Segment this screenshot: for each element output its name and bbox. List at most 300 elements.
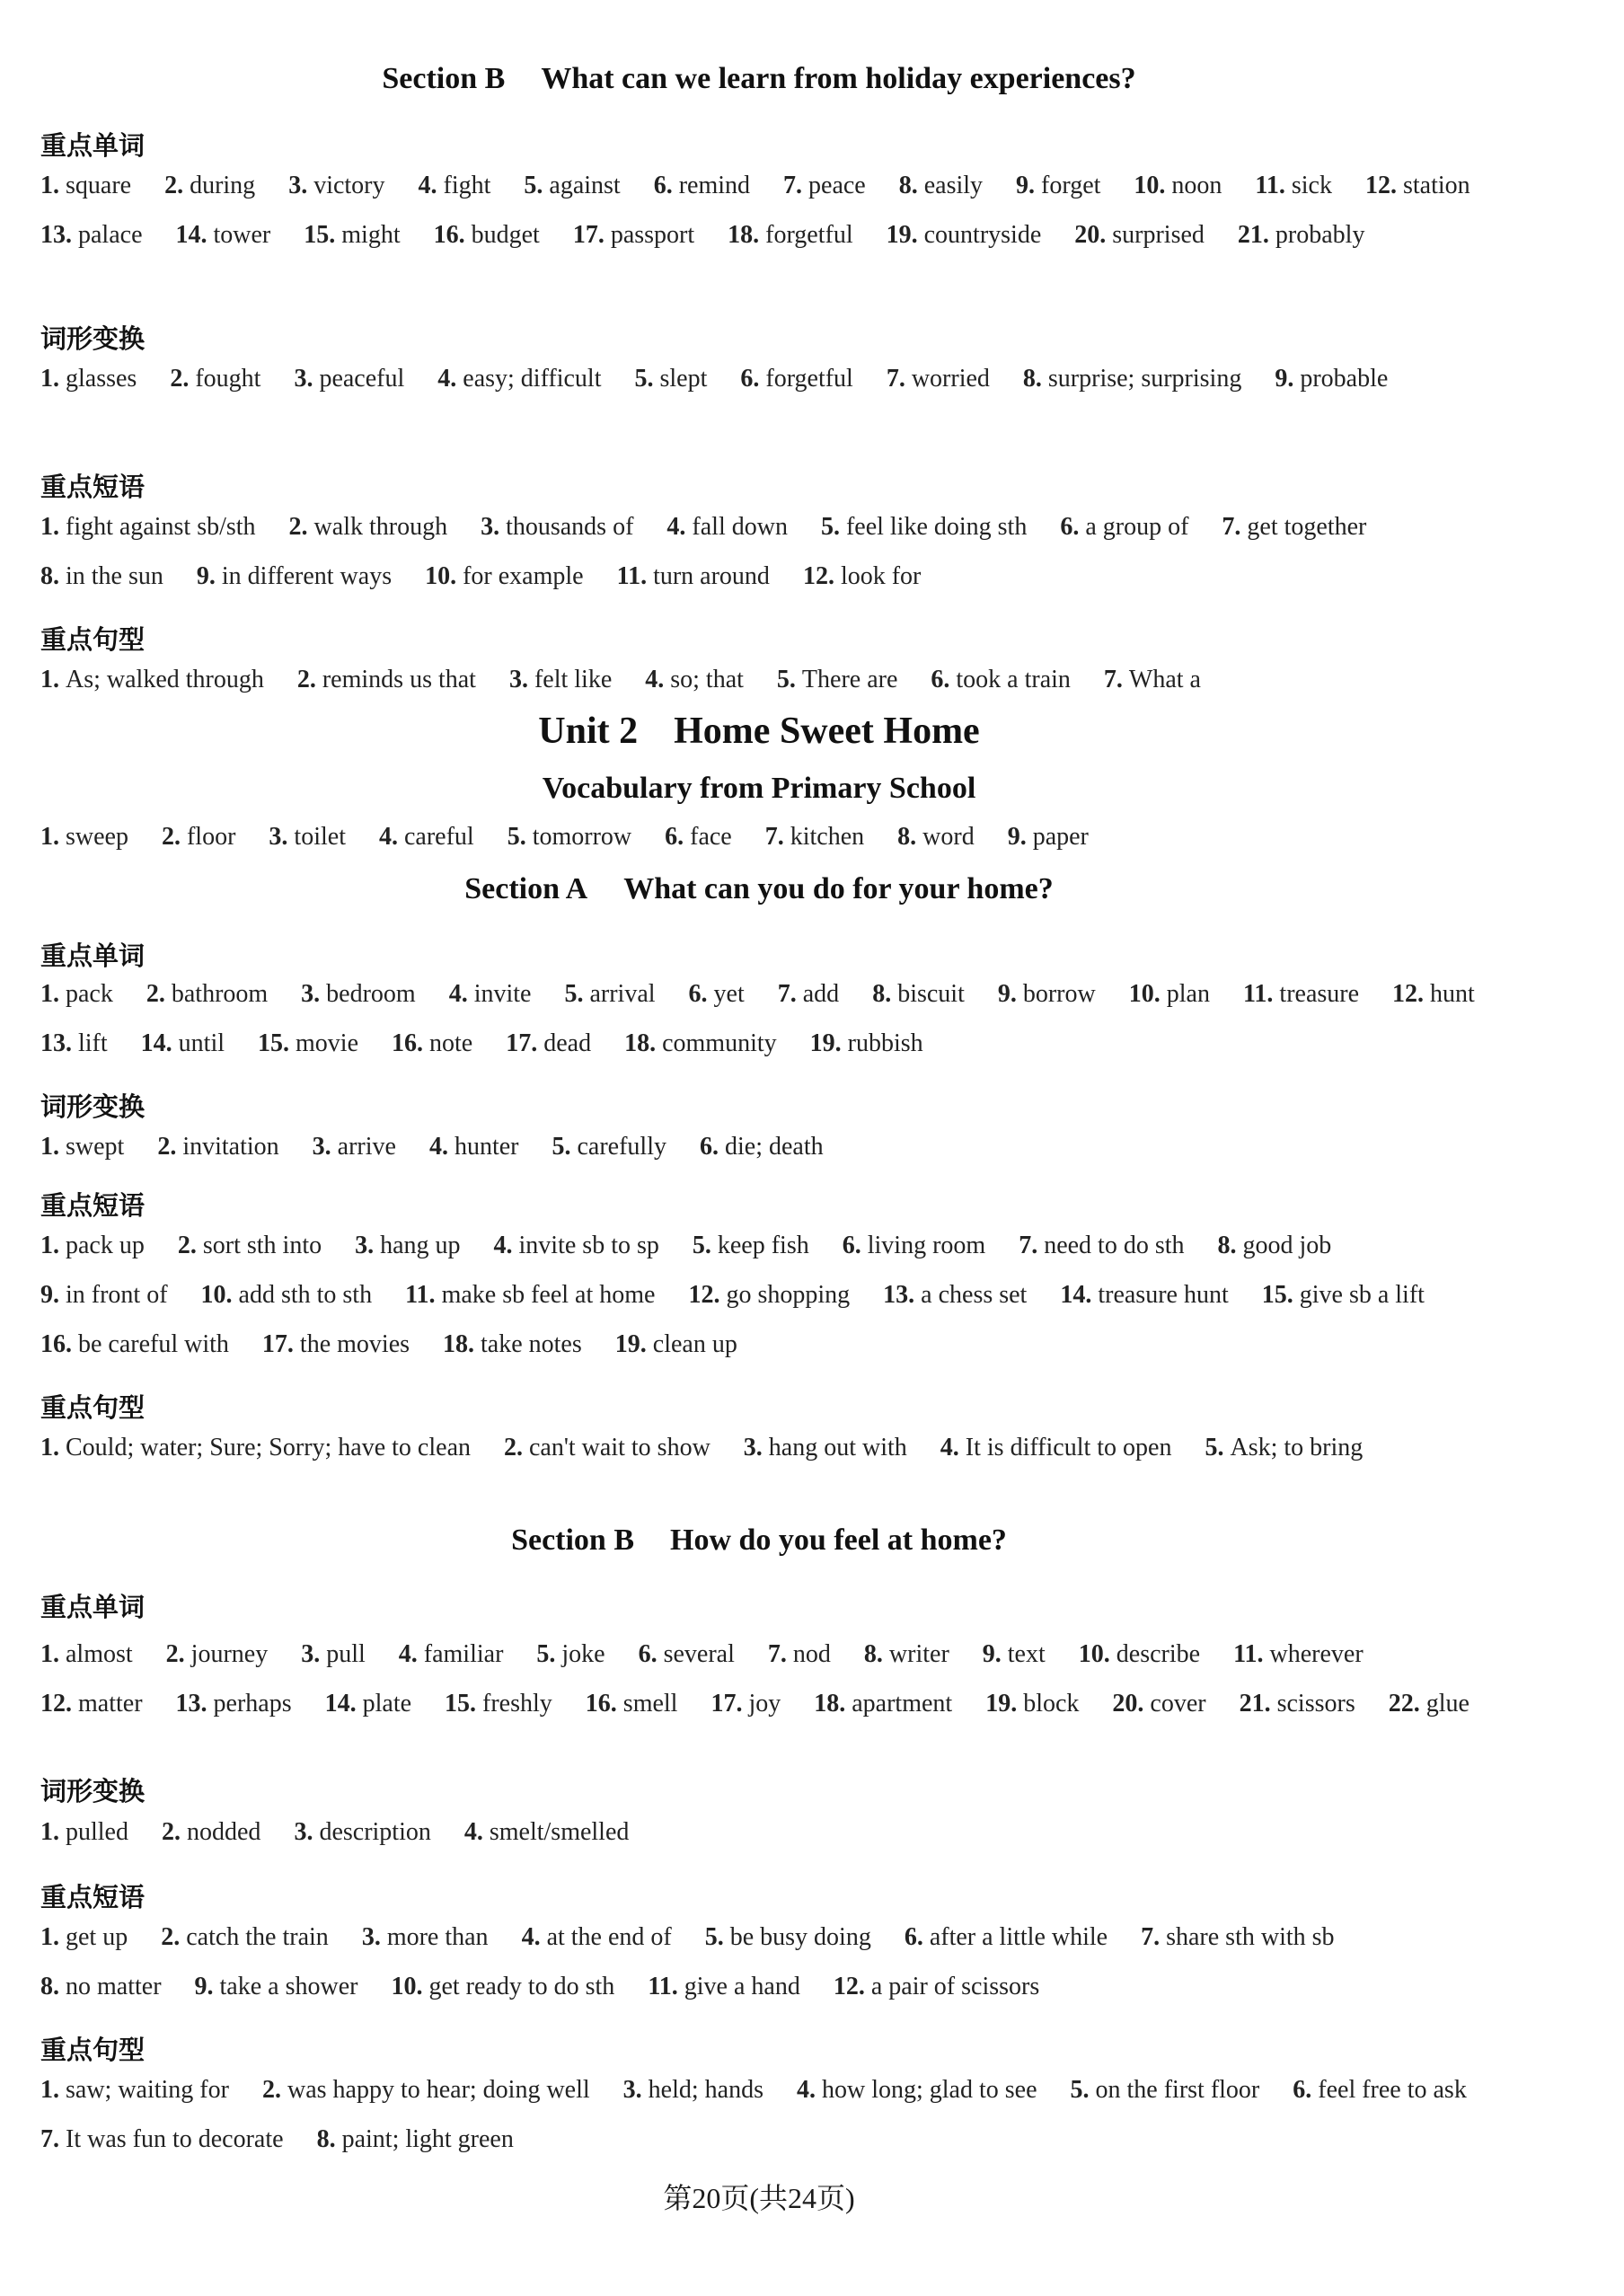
answer-item: [40, 1029, 108, 1057]
answer-item: [1233, 1640, 1364, 1668]
answer-text: careful: [403, 823, 474, 851]
answer-text: surprised: [1112, 221, 1205, 249]
answer-item: [164, 172, 255, 199]
answer-list: [40, 1423, 1514, 1472]
answer-item: [262, 1330, 410, 1358]
answer-item: [157, 1133, 278, 1161]
answer-item: [481, 513, 633, 541]
answer-number: 19.: [809, 1029, 848, 1057]
answer-text: give a hand: [684, 1973, 800, 2000]
answer-item: [1293, 2076, 1467, 2104]
answer-item: [573, 221, 694, 249]
answer-item: [1019, 1232, 1184, 1259]
answer-item: [429, 1133, 519, 1161]
answer-number: 3.: [301, 980, 327, 1008]
answer-text: passport: [610, 221, 695, 249]
answer-item: [536, 1640, 605, 1668]
answer-number: 1.: [40, 1640, 66, 1668]
answer-item: [985, 1690, 1079, 1718]
section-label: Section A: [464, 872, 588, 905]
category-label: 重点句型: [40, 1392, 146, 1423]
answer-number: 8.: [863, 1640, 889, 1668]
answer-text: plan: [1166, 980, 1210, 1008]
answer-item: [362, 1923, 489, 1951]
answer-item: [1016, 172, 1100, 199]
answer-text: bathroom: [171, 980, 269, 1008]
answer-number: 6.: [740, 365, 766, 393]
answer-text: paint; light green: [341, 2125, 514, 2153]
answer-text: arrive: [337, 1133, 396, 1161]
answer-text: fight: [443, 172, 491, 199]
answer-number: 17.: [261, 1330, 300, 1358]
answer-number: 4.: [398, 1640, 424, 1668]
answer-item: [40, 1133, 124, 1161]
answer-item: [40, 1232, 145, 1259]
answer-text: sweep: [66, 823, 128, 851]
answer-item: [617, 562, 770, 590]
answer-number: 11.: [648, 1973, 684, 2000]
answer-item: [1389, 1690, 1470, 1718]
answer-text: remind: [678, 172, 751, 199]
answer-list: [40, 1122, 1514, 1171]
answer-text: might: [341, 221, 401, 249]
answer-item: [494, 1232, 659, 1259]
answer-item: [269, 823, 346, 851]
answer-text: make sb feel at home: [441, 1281, 656, 1309]
answer-number: 4.: [645, 666, 671, 693]
answer-number: 10.: [425, 562, 463, 590]
answer-number: 16.: [433, 221, 472, 249]
category-label: 重点单词: [40, 940, 146, 971]
answer-text: hunt: [1430, 980, 1475, 1008]
answer-number: 17.: [710, 1690, 749, 1718]
answer-item: [405, 1281, 655, 1309]
answer-item: [1079, 1640, 1200, 1668]
answer-list: [40, 502, 1514, 601]
answer-text: probably: [1275, 221, 1365, 249]
answer-item: [688, 1281, 850, 1309]
answer-text: square: [66, 172, 132, 199]
answer-list: [40, 161, 1514, 260]
answer-text: look for: [840, 562, 922, 590]
answer-text: As; walked through: [66, 666, 264, 693]
answer-item: [1365, 172, 1470, 199]
answer-text: toilet: [294, 823, 346, 851]
answer-text: in the sun: [66, 562, 163, 590]
answer-text: smell: [622, 1690, 678, 1718]
answer-number: 12.: [1392, 980, 1431, 1008]
answer-item: [1238, 221, 1365, 249]
answer-item: [176, 221, 271, 249]
answer-item: [1218, 1232, 1332, 1259]
answer-item: [304, 221, 400, 249]
answer-item: [40, 365, 137, 393]
answer-number: 18.: [624, 1029, 663, 1057]
answer-item: [665, 823, 732, 851]
answer-number: 11.: [1242, 980, 1280, 1008]
answer-item: [399, 1640, 504, 1668]
answer-item: [40, 666, 264, 693]
answer-text: borrow: [1022, 980, 1096, 1008]
answer-item: [983, 1640, 1046, 1668]
answer-item: [141, 1029, 225, 1057]
answer-number: 7.: [764, 823, 790, 851]
answer-text: on the first floor: [1095, 2076, 1260, 2104]
answer-item: [40, 1690, 143, 1718]
answer-text: arrival: [589, 980, 656, 1008]
answer-text: after a little while: [929, 1923, 1108, 1951]
answer-item: [40, 1640, 133, 1668]
answer-text: floor: [186, 823, 236, 851]
answer-text: held; hands: [648, 2076, 763, 2104]
answer-text: feel free to ask: [1318, 2076, 1467, 2104]
answer-item: [634, 365, 707, 393]
answer-item: [821, 513, 1027, 541]
answer-number: 8.: [1217, 1232, 1243, 1259]
answer-text: describe: [1116, 1640, 1201, 1668]
answer-text: plate: [362, 1690, 412, 1718]
answer-item: [768, 1640, 831, 1668]
answer-item: [700, 1133, 824, 1161]
answer-text: palace: [78, 221, 143, 249]
answer-item: [564, 980, 655, 1008]
answer-number: 8.: [40, 562, 66, 590]
answer-number: 22.: [1388, 1690, 1426, 1718]
answer-number: 1.: [40, 1232, 66, 1259]
answer-text: familiar: [423, 1640, 504, 1668]
answer-item: [504, 1434, 710, 1461]
answer-number: 3.: [622, 2076, 649, 2104]
answer-number: 1.: [40, 2076, 66, 2104]
answer-number: 6.: [653, 172, 679, 199]
answer-text: for example: [463, 562, 584, 590]
answer-number: 1.: [40, 980, 66, 1008]
answer-item: [506, 1029, 591, 1057]
answer-number: 3.: [312, 1133, 338, 1161]
answer-text: budget: [471, 221, 540, 249]
answer-number: 1.: [40, 365, 66, 393]
answer-number: 18.: [814, 1690, 852, 1718]
answer-number: 2.: [296, 666, 322, 693]
answer-text: slept: [659, 365, 708, 393]
answer-item: [834, 1973, 1039, 2000]
answer-list: [40, 1221, 1514, 1369]
answer-item: [40, 562, 163, 590]
answer-text: share sth with sb: [1166, 1923, 1335, 1951]
answer-number: 3.: [301, 1640, 327, 1668]
answer-item: [1008, 823, 1089, 851]
answer-text: swept: [66, 1133, 125, 1161]
answer-text: tomorrow: [532, 823, 632, 851]
answer-number: 5.: [820, 513, 846, 541]
answer-text: how long; glad to see: [821, 2076, 1037, 2104]
answer-number: 1.: [40, 1818, 66, 1846]
unit-title: Home Sweet Home: [674, 711, 980, 752]
answer-number: 1.: [40, 1133, 66, 1161]
answer-text: treasure hunt: [1098, 1281, 1229, 1309]
answer-number: 2.: [261, 2076, 287, 2104]
answer-text: face: [690, 823, 732, 851]
answer-number: 20.: [1112, 1690, 1151, 1718]
answer-number: 4.: [378, 823, 404, 851]
answer-text: against: [549, 172, 621, 199]
answer-item: [1141, 1923, 1334, 1951]
answer-item: [294, 365, 404, 393]
answer-item: [897, 823, 975, 851]
answer-number: 4.: [437, 365, 463, 393]
answer-item: [40, 823, 128, 851]
answer-number: 3.: [294, 1818, 320, 1846]
answer-text: be busy doing: [729, 1923, 871, 1951]
answer-number: 5.: [634, 365, 660, 393]
answer-item: [744, 1434, 907, 1461]
answer-text: yet: [713, 980, 745, 1008]
answer-item: [705, 1923, 871, 1951]
answer-item: [1205, 1434, 1363, 1461]
answer-number: 6.: [665, 823, 691, 851]
answer-number: 8.: [898, 172, 924, 199]
category-label: 重点短语: [40, 1882, 146, 1912]
answer-number: 14.: [140, 1029, 179, 1057]
answer-item: [437, 365, 601, 393]
answer-number: 5.: [564, 980, 590, 1008]
answer-text: need to do sth: [1044, 1232, 1185, 1259]
answer-list: [40, 2065, 1514, 2164]
answer-text: forgetful: [765, 221, 853, 249]
answer-number: 6.: [638, 1640, 664, 1668]
answer-number: 1.: [40, 823, 66, 851]
answer-text: wherever: [1269, 1640, 1364, 1668]
answer-text: noon: [1171, 172, 1222, 199]
answer-item: [294, 1818, 430, 1846]
answer-text: pack: [66, 980, 113, 1008]
answer-text: Could; water; Sure; Sorry; have to clean: [66, 1434, 471, 1461]
answer-item: [392, 1029, 472, 1057]
answer-number: 9.: [982, 1640, 1008, 1668]
answer-number: 19.: [985, 1690, 1024, 1718]
section-heading: [0, 57, 1518, 101]
answer-text: joke: [561, 1640, 605, 1668]
page-number: 第20页(共24页): [663, 2182, 855, 2214]
answer-text: victory: [313, 172, 385, 199]
answer-item: [586, 1690, 678, 1718]
answer-item: [419, 172, 491, 199]
answer-text: a chess set: [921, 1281, 1028, 1309]
answer-text: reminds us that: [322, 666, 476, 693]
answer-list: [40, 354, 1514, 403]
answer-text: perhaps: [213, 1690, 292, 1718]
answer-text: treasure: [1279, 980, 1360, 1008]
answer-text: so; that: [670, 666, 744, 693]
answer-number: 10.: [200, 1281, 239, 1309]
answer-number: 3.: [361, 1923, 387, 1951]
answer-item: [443, 1330, 582, 1358]
answer-item: [1243, 980, 1359, 1008]
answer-number: 6.: [688, 980, 714, 1008]
answer-number: 5.: [536, 1640, 562, 1668]
answer-number: 12.: [40, 1690, 78, 1718]
section-label: Section B: [382, 62, 506, 95]
answer-text: take notes: [481, 1330, 582, 1358]
answer-list: [40, 1629, 1514, 1728]
answer-number: 19.: [614, 1330, 653, 1358]
answer-number: 15.: [445, 1690, 483, 1718]
answer-number: 7.: [1103, 666, 1129, 693]
answer-number: 1.: [40, 1434, 66, 1461]
answer-number: 7.: [886, 365, 912, 393]
answer-number: 9.: [194, 1973, 220, 2000]
answer-item: [40, 1818, 128, 1846]
answer-item: [258, 1029, 358, 1057]
answer-text: felt like: [534, 666, 613, 693]
answer-text: Ask; to bring: [1230, 1434, 1364, 1461]
answer-text: pulled: [66, 1818, 128, 1846]
answer-text: invite sb to sp: [518, 1232, 659, 1259]
answer-item: [843, 1232, 985, 1259]
answer-item: [449, 980, 532, 1008]
answer-number: 7.: [1141, 1923, 1167, 1951]
answer-text: almost: [66, 1640, 133, 1668]
answer-text: go shopping: [726, 1281, 851, 1309]
answer-number: 3.: [294, 365, 320, 393]
answer-item: [195, 1973, 358, 2000]
answer-number: 14.: [324, 1690, 363, 1718]
answer-text: description: [319, 1818, 431, 1846]
answer-text: smelt/smelled: [489, 1818, 630, 1846]
answer-number: 4.: [666, 513, 693, 541]
answer-text: easily: [923, 172, 984, 199]
answer-number: 2.: [164, 172, 190, 199]
answer-text: at the end of: [546, 1923, 672, 1951]
answer-number: 3.: [269, 823, 295, 851]
answer-text: movie: [296, 1029, 359, 1057]
answer-text: paper: [1032, 823, 1089, 851]
answer-text: keep fish: [717, 1232, 809, 1259]
answer-item: [931, 666, 1071, 693]
answer-number: 11.: [1255, 172, 1292, 199]
answer-number: 9.: [40, 1281, 66, 1309]
answer-text: living room: [867, 1232, 986, 1259]
answer-number: 2.: [162, 1818, 187, 1846]
answer-item: [765, 823, 864, 851]
answer-number: 12.: [688, 1281, 727, 1309]
answer-number: 17.: [506, 1029, 544, 1057]
answer-number: 18.: [443, 1330, 481, 1358]
answer-item: [1262, 1281, 1425, 1309]
answer-number: 5.: [692, 1232, 718, 1259]
answer-number: 12.: [833, 1973, 871, 2000]
category-label: 重点句型: [40, 624, 146, 655]
answer-item: [783, 172, 866, 199]
answer-item: [648, 1973, 800, 2000]
answer-number: 3.: [355, 1232, 381, 1259]
answer-number: 6.: [842, 1232, 868, 1259]
answer-text: the movies: [299, 1330, 410, 1358]
answer-number: 2.: [504, 1434, 529, 1461]
answer-number: 5.: [704, 1923, 730, 1951]
answer-item: [1060, 513, 1188, 541]
answer-text: no matter: [66, 1973, 162, 2000]
answer-item: [509, 666, 612, 693]
answer-text: easy; difficult: [463, 365, 602, 393]
answer-item: [624, 1029, 777, 1057]
answer-number: 7.: [1019, 1232, 1045, 1259]
answer-number: 5.: [1070, 2076, 1096, 2104]
answer-text: give sb a lift: [1299, 1281, 1425, 1309]
answer-list: [40, 1912, 1514, 2011]
answer-text: biscuit: [897, 980, 965, 1008]
answer-number: 4.: [428, 1133, 455, 1161]
answer-text: add: [802, 980, 840, 1008]
answer-text: fall down: [692, 513, 788, 541]
answer-item: [1392, 980, 1475, 1008]
answer-number: 20.: [1074, 221, 1113, 249]
answer-text: sick: [1291, 172, 1332, 199]
answer-text: until: [178, 1029, 225, 1057]
answer-item: [313, 1133, 396, 1161]
answer-number: 4.: [463, 1818, 490, 1846]
answer-text: community: [662, 1029, 777, 1057]
answer-text: word: [922, 823, 975, 851]
answer-number: 11.: [616, 562, 654, 590]
answer-number: 2.: [146, 980, 172, 1008]
answer-number: 13.: [883, 1281, 922, 1309]
category-label: 重点短语: [40, 472, 146, 502]
section-question: How do you feel at home?: [670, 1523, 1007, 1557]
answer-number: 19.: [886, 221, 924, 249]
answer-number: 7.: [40, 2125, 66, 2153]
answer-item: [883, 1281, 1027, 1309]
answer-text: glue: [1425, 1690, 1470, 1718]
answer-item: [1112, 1690, 1205, 1718]
answer-text: a pair of scissors: [870, 1973, 1040, 2000]
answer-item: [689, 980, 745, 1008]
answer-text: hunter: [454, 1133, 519, 1161]
answer-text: block: [1023, 1690, 1080, 1718]
answer-text: die; death: [724, 1133, 824, 1161]
answer-item: [728, 221, 852, 249]
answer-item: [445, 1690, 552, 1718]
answer-text: invitation: [182, 1133, 279, 1161]
answer-text: rubbish: [847, 1029, 923, 1057]
answer-text: in different ways: [221, 562, 393, 590]
answer-text: get ready to do sth: [428, 1973, 615, 2000]
answer-item: [40, 221, 143, 249]
answer-number: 14.: [175, 221, 214, 249]
unit-heading: [0, 706, 1518, 756]
answer-item: [325, 1690, 411, 1718]
answer-item: [288, 172, 384, 199]
answer-item: [1104, 666, 1201, 693]
answer-number: 8.: [40, 1973, 66, 2000]
answer-item: [40, 172, 131, 199]
answer-number: 8.: [872, 980, 898, 1008]
answer-text: kitchen: [790, 823, 865, 851]
answer-number: 16.: [585, 1690, 623, 1718]
category-label: 词形变换: [40, 1091, 146, 1122]
answer-item: [176, 1690, 292, 1718]
answer-item: [940, 1434, 1172, 1461]
answer-number: 3.: [508, 666, 534, 693]
answer-text: pull: [326, 1640, 366, 1668]
answer-item: [654, 172, 750, 199]
answer-number: 1.: [40, 1923, 66, 1951]
section-heading: [0, 868, 1518, 911]
answer-item: [797, 2076, 1037, 2104]
answer-item: [40, 2125, 284, 2153]
answer-item: [1275, 365, 1388, 393]
answer-item: [872, 980, 965, 1008]
